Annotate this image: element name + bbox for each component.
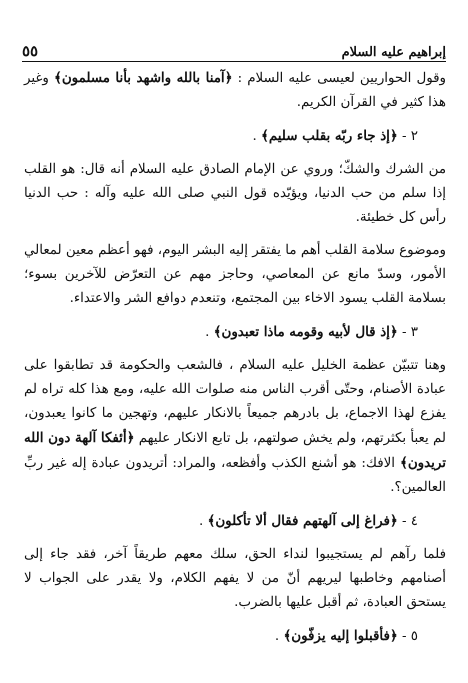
spacer	[24, 345, 446, 354]
page-header	[22, 36, 446, 60]
verse-number: ٢ -	[397, 129, 418, 144]
page-number: ٥٥	[22, 42, 39, 60]
verse-end: .	[274, 629, 284, 644]
spacer	[24, 534, 446, 543]
paragraph-text: الافك: هو أشنع الكذب وأفظعه، والمراد: أتريدون عبادة إله غير ربِّ العالمين؟.	[24, 456, 446, 495]
paragraph-4	[24, 354, 446, 500]
verse-number: ٤ -	[397, 514, 418, 529]
verse-heading-4	[24, 509, 446, 534]
verse-number: ٥ -	[397, 629, 418, 644]
quran-quote: ﴿إذ قال لأبيه وقومه ماذا تعبدون﴾	[213, 324, 398, 340]
verse-end: .	[205, 325, 214, 340]
paragraph-text: وهنا تتبيّن عظمة الخليل عليه السلام ، فالشعب والحكومة قد تطابقوا على عبادة الأصنام، وحتّى أقرب الناس منه صلوات الله عليه، ومع هذا كله تراه لم يفزع لهذا الاجماع، بل بادرهم جميعاً بالانكار عليهم، وتهجين ما كانوا يعبدون، لم يعبأ بكثرتهم، ولم يخش صولتهم، بل تابع الانكار عليهم	[24, 358, 446, 446]
verse-heading-2	[24, 124, 446, 149]
spacer	[24, 311, 446, 320]
spacer	[24, 115, 446, 124]
verse-end: .	[252, 129, 261, 144]
verse-heading-3	[24, 320, 446, 345]
page-body	[24, 66, 446, 649]
quran-quote: ﴿آمنا بالله واشهد بأنا مسلمون﴾	[54, 70, 233, 86]
paragraph-3: وموضوع سلامة القلب أهم ما يفتقر إليه البشر اليوم، فهو أعظم معين لمعالي الأمور، وسدّ مانع عن المعاصي، وحاجز مهم عن التعرّض للآخرين بسوء؛ بسلامة القلب يسود الاخاء بين المجتمع، وتنعدم دوافع الشر والاعتداء.	[24, 243, 446, 306]
quran-quote: ﴿إذ جاء ربّه بقلب سليم﴾	[261, 128, 398, 144]
quran-quote: ﴿فأقبلوا إليه يزفّون﴾	[283, 628, 398, 644]
paragraph-text: وقول الحواريين لعيسى عليه السلام :	[232, 71, 446, 86]
spacer	[24, 230, 446, 239]
paragraph-1	[24, 66, 446, 115]
verse-heading-5	[24, 624, 446, 649]
verse-end: .	[198, 514, 208, 529]
spacer	[24, 149, 446, 158]
paragraph-5: فلما رآهم لم يستجيبوا لنداء الحق، سلك معهم طريقاً آخر، فقد جاء إلى أصنامهم وخاطبها ليريهم أنّ من لا يفهم الكلام، ولا يقدر على الجواب لا يستحق العبادة، ثم أقبل عليها بالضرب.	[24, 547, 446, 610]
quran-quote: ﴿فراغ إلى آلهتهم فقال ألا تأكلون﴾	[207, 513, 398, 529]
spacer	[24, 500, 446, 509]
spacer	[24, 615, 446, 624]
quran-quote: ﴿أئفكا آلهة دون الله تريدون﴾	[24, 430, 446, 471]
verse-number: ٣ -	[397, 325, 418, 340]
header-rule	[22, 61, 446, 62]
paragraph-text: وغير هذا كثير في القرآن الكريم.	[24, 71, 446, 110]
chapter-title: إبراهيم عليه السلام	[341, 45, 446, 60]
paragraph-2: من الشرك والشكّ؛ وروي عن الإمام الصادق عليه السلام أنه قال: هو القلب إذا سلم من حب الدنيا، ويؤيّده قول النبي صلى الله عليه وآله : حب الدنيا رأس كل خطيئة.	[24, 162, 446, 225]
